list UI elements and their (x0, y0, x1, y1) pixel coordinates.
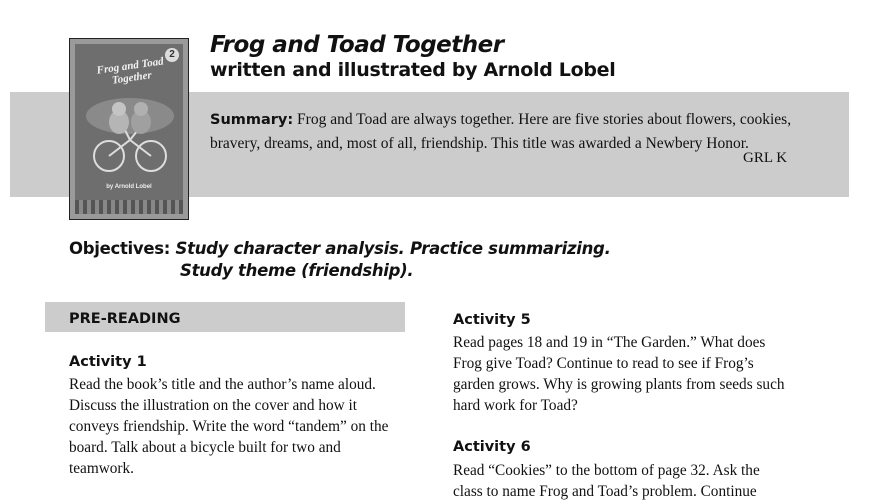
activity-5-line: Read pages 18 and 19 in “The Garden.” What does (453, 334, 766, 351)
cover-level-badge: 2 (165, 48, 179, 62)
summary-paragraph (210, 108, 795, 156)
frog-toad-bicycle-illustration (83, 96, 177, 176)
book-title: Frog and Toad Together (210, 32, 504, 58)
summary-label: Summary: (210, 112, 294, 128)
book-cover-image (69, 38, 189, 220)
activity-1-heading: Activity 1 (69, 354, 147, 370)
activity-1-body (69, 374, 388, 479)
cover-border-decoration (75, 200, 183, 214)
activity-1-line: Discuss the illustration on the cover and how it (69, 397, 358, 414)
activity-5-body (453, 332, 785, 416)
activity-1-line: board. Talk about a bicycle built for two and (69, 439, 341, 456)
objectives-line-2: Study theme (friendship). (180, 261, 414, 280)
cover-author: by Arnold Lobel (106, 184, 152, 190)
objectives-line-1: Study character analysis. Practice summarizing. (175, 239, 611, 258)
activity-5-line: hard work for Toad? (453, 397, 578, 414)
cover-title: Frog and Toad Together (95, 55, 165, 87)
cover-art-panel (75, 44, 183, 214)
summary-text: Frog and Toad are always together. Here are five stories about flowers, cookies, bravery, dreams, and, most of all, friendship. This title was awarded a Newbery Honor. (210, 111, 792, 152)
activity-6-heading: Activity 6 (453, 439, 531, 455)
activity-6-body (453, 460, 760, 502)
activity-5-line: Frog give Toad? Continue to read to see if Frog’s (453, 355, 754, 372)
activity-1-line: Read the book’s title and the author’s name aloud. (69, 376, 376, 393)
objectives (69, 238, 611, 260)
activity-5-heading: Activity 5 (453, 312, 531, 328)
activity-6-line: Read “Cookies” to the bottom of page 32. Ask the (453, 462, 760, 479)
activity-5-line: garden grows. Why is growing plants from seeds such (453, 376, 785, 393)
activity-1-line: conveys friendship. Write the word “tandem” on the (69, 418, 389, 435)
activity-1-line: teamwork. (69, 460, 134, 477)
book-byline: written and illustrated by Arnold Lobel (210, 59, 616, 81)
objectives-label: Objectives: (69, 239, 171, 258)
activity-6-line: class to name Frog and Toad’s problem. Continue (453, 483, 757, 500)
pre-reading-heading: PRE-READING (69, 311, 181, 327)
guided-reading-level: GRL K (743, 150, 788, 166)
